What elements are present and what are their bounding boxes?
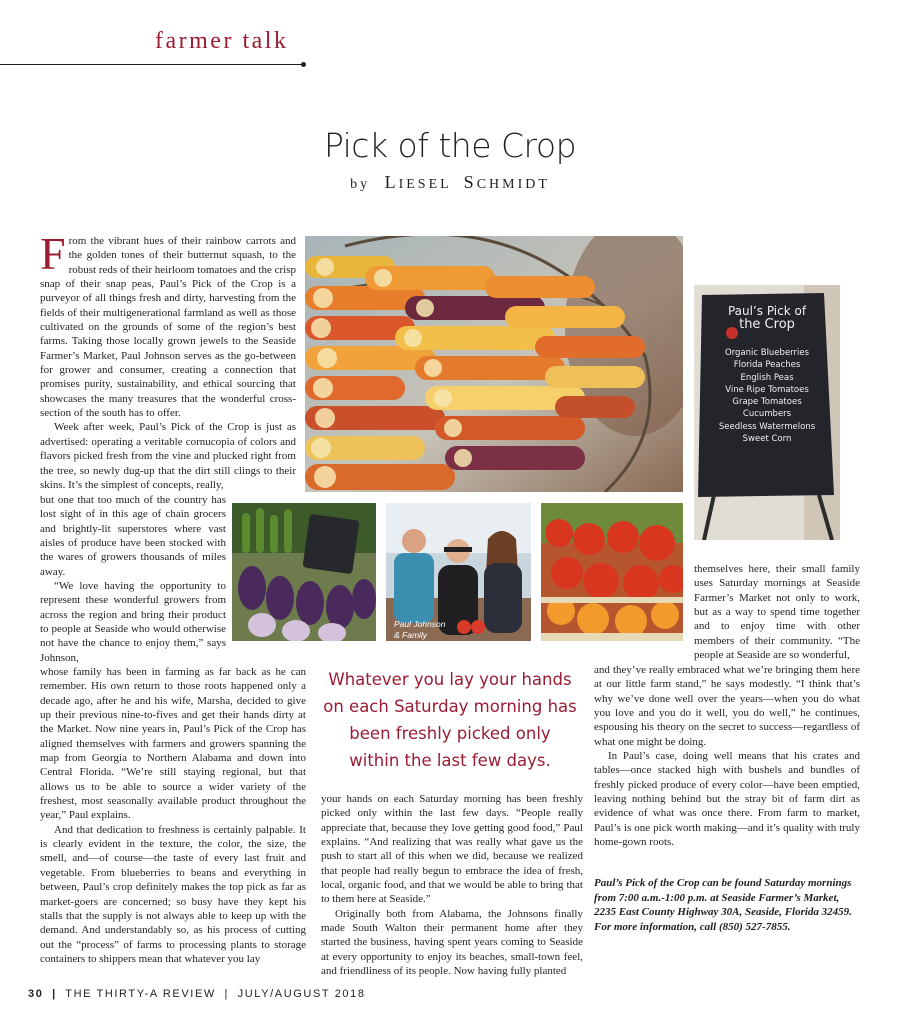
photo-caption: Paul Johnson & Family	[394, 619, 446, 640]
column-1-narrow	[40, 493, 226, 665]
issue-date: JULY/AUGUST 2018	[237, 988, 366, 1000]
byline-prefix: by	[350, 177, 371, 192]
column-2	[321, 792, 583, 978]
carrots-photo	[305, 236, 683, 492]
publication-name: THE THIRTY-A REVIEW	[65, 988, 216, 1000]
paragraph-4: And that dedication to freshness is certainly palpable. It is clearly evident in the texture, the color, the size, the smell, and—of course—the taste of every last fruit and vegetable. From blueberries to beans and everything in between, Paul’s crop definitely makes the top pick as far as market-goers are concerned; so busy have they kept his stalls that the supply is not always able to keep up with the demand. And understandably so, as his process of cutting out the “process” of farms to processing plants to storage containers to shippers mean that whatever you lay	[40, 823, 306, 965]
section-rule	[0, 64, 303, 65]
info-box: Paul’s Pick of the Crop can be found Saturday mornings from 7:00 a.m.-1:00 p.m. at Seaside Farmer’s Market, 2235 East County Highway 30A, Seaside, Florida 32459. For more information, call (850) 527-7855.	[594, 877, 852, 933]
eggplant-photo	[232, 503, 376, 641]
sign-text	[706, 305, 828, 445]
author-first-rest: IESEL	[398, 177, 452, 192]
pull-quote: Whatever you lay your hands on each Saturday morning has been freshly picked only within the last few days.	[323, 670, 577, 770]
chalkboard-sign-photo	[694, 285, 840, 540]
footer-separator: |	[52, 988, 57, 1000]
author-last-rest: CHMIDT	[476, 177, 550, 192]
article-byline	[0, 172, 900, 193]
column-1-bottom	[40, 665, 306, 966]
paragraph-3: “We love having the opportunity to represent these wonderful growers from across the region and bring their product to people at Seaside who would otherwise not have the chance to enjoy them,” says Johnson,	[40, 580, 226, 664]
drop-cap: F	[40, 228, 66, 279]
column-1-top	[40, 228, 296, 492]
paragraph-3-cont: whose family has been in farming as far back as he can remember. His own return to those roots happened only a decade ago, after he and his wife, Marsha, decided to give up their previous nine-to-fives and get their hands dirty at the Market. Now nine years in, Paul’s Pick of the Crop has aligned themselves with farmers and growers spanning the map from Georgia to Northern Alabama and down into Central Florida. “We’re still staying regional, but that allows us to be able to source a wider variety of the freshest, most seasonally available product throughout the year,” Paul explains.	[40, 666, 306, 822]
paragraph-5: your hands on each Saturday morning has been freshly picked only within the last few days. “People really appreciate that, because they love getting good food,” Paul explains. “And realizing that was really what gave us the push to start all of this when we did, because we realized that people had really begun to embrace the idea of fresh, local, organic food, and that we would be able to bring that to them here at Seaside.”	[321, 793, 583, 906]
paragraph-7: In Paul’s case, doing well means that his crates and tables—once stacked high with bushels and bundles of freshly picked produce of every color—have been emptied, leaving nothing behind but the stray bit of farm dirt as evidence of what was once there. From farm to market, Paul’s is one pick worth making—and it’s quality with truly home-gown roots.	[594, 750, 860, 849]
paragraph-6: Originally both from Alabama, the Johnsons finally made South Walton their permanent home after they started the business, having spent years coming to Seaside at every opportunity to enjoy its beaches, small-town feel, and friendliness of its people. Now having fully planted	[321, 907, 583, 978]
paragraph-2: Week after week, Paul’s Pick of the Crop is just as advertised: operating a veritable cornucopia of colors and flavors picked fresh from the vine and plucked right from the tree, so newly dug-up that the dirt still clings to their skins. It’s the simplest of concepts, really,	[40, 421, 296, 491]
author-first-initial: L	[384, 172, 399, 192]
paragraph-2-cont: but one that too much of the country has lost sight of in this age of chain grocers and brightly-lit superstores where vast aisles of produce have been stocked with the wares of growers thousands of miles away.	[40, 494, 226, 578]
tomatoes-photo	[541, 503, 683, 641]
page-number: 30	[28, 988, 44, 1000]
column-3-narrow	[694, 562, 860, 662]
paragraph-6-cont-2: and they’ve really embraced what we’re bringing them here at our little farm stand,” he says modestly. “I think that’s why we’ve done well over the years—when you do what you love and you do it well, you do well,” he continues, espousing his theory on the secret to success—regardless of what one might be doing.	[594, 664, 860, 748]
paragraph-6-cont: themselves here, their small family uses Saturday mornings at Seaside Farmer’s Market not only to work, but as a way to spend time together and to enjoy time with other members of their community. “The people at Seaside are so wonderful,	[694, 563, 860, 662]
section-rule-dot	[301, 62, 306, 67]
paragraph-1: From the vibrant hues of their rainbow carrots and the golden tones of their butternut squash, to the robust reds of their heirloom tomatoes and the crisp snap of their snap peas, Paul’s Pick of the Crop is a purveyor of all things fresh and dirty, harvesting from the fields of their multigenerational farmland as well as those cultivated on the grounds of some of the region’s best farms. Taking those locally grown jewels to the Seaside Farmer’s Market, Paul Johnson serves as the go-between for grower and consumer, creating a connection that promises purity, sustainability, and ethical sourcing that showcases the many treasures that the wonderful cross-section of the south has to offer.	[40, 228, 296, 420]
column-3	[594, 663, 860, 849]
sign-header: Paul’s Pick of the Crop	[727, 304, 807, 332]
section-label: farmer talk	[155, 28, 289, 54]
sign-items: Organic Blueberries Florida Peaches English Peas Vine Ripe Tomatoes Grape Tomatoes Cucumbers Seedless Watermelons Sweet Corn	[718, 348, 816, 445]
page-footer: 30 | THE THIRTY-A REVIEW | JULY/AUGUST 2018	[28, 988, 366, 1000]
article-title: Pick of the Crop	[323, 126, 577, 165]
author-last-initial: S	[463, 172, 477, 192]
